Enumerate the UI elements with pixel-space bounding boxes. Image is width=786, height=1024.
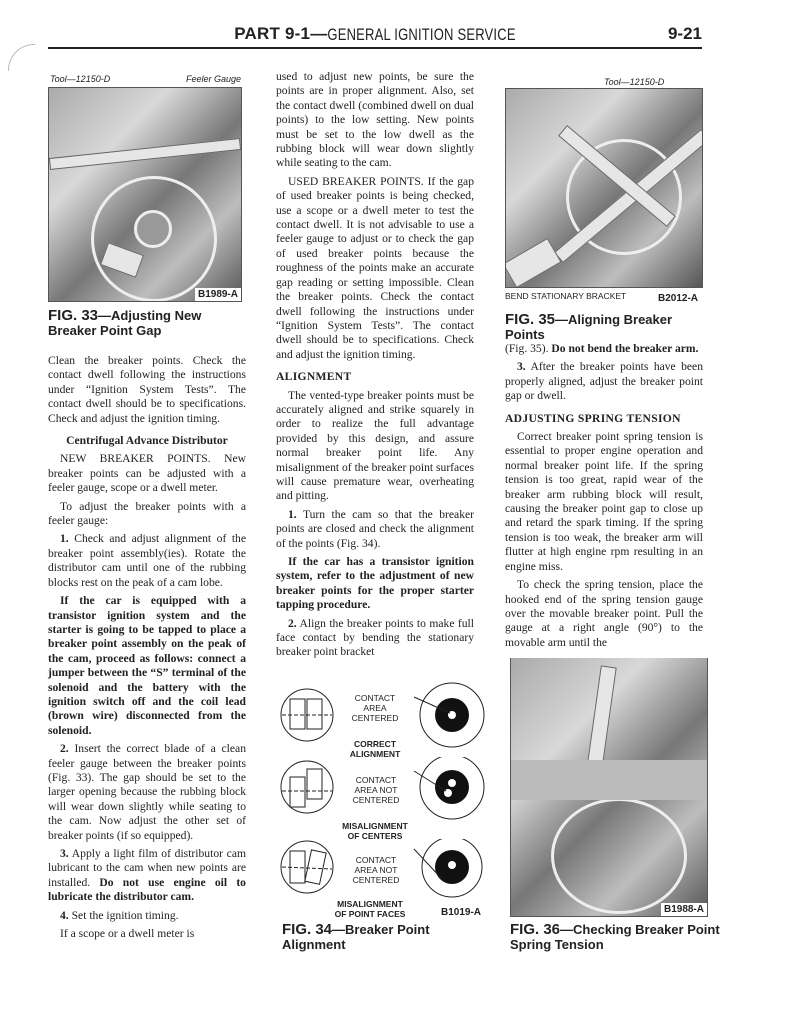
- heading-adjusting-spring-tension: ADJUSTING SPRING TENSION: [505, 411, 681, 425]
- row2-heading: [335, 821, 415, 841]
- fig35-number: FIG. 35: [505, 311, 556, 328]
- fig33-number: FIG. 33: [48, 307, 99, 324]
- diagram-label: CENTERED: [352, 795, 400, 805]
- fig34-code: B1019-A: [438, 906, 484, 919]
- col2-vented-points: The vented-type breaker points must be accurately aligned and strike squarely in order to realize the full advantage provided by this design, and assure normal breaker point life. Any misalignment of the breaker point surfaces will cause premature wear, overheating and pitting.: [276, 388, 474, 503]
- col1-step-2: [48, 742, 246, 843]
- fig33-photo: [48, 87, 242, 302]
- column-2: [276, 70, 474, 664]
- row2-text: [350, 775, 402, 805]
- col3-spring-tension: Correct breaker point spring tension is essential to proper engine operation and normal breaker point life. If the spring tension is too great, rapid wear of the breaker arm rubbing block will result, causing the breaker point gap to close up and retard the spark timing. If the spring tension is too weak, the breaker arm will flutter at high engine rpm resulting in an engine miss.: [505, 430, 703, 573]
- col1-step-3: [48, 847, 246, 905]
- step-text: Check and adjust alignment of the breaker point assembly(ies). Rotate the distributor cam until one of the rubbing blocks rest on the peak of a cam lobe.: [48, 532, 246, 589]
- fig35-code: B2012-A: [655, 292, 701, 305]
- step-text: After the breaker points have been properly aligned, adjust the breaker point gap or dwell.: [505, 360, 703, 403]
- diagram-heading: MISALIGNMENT: [342, 821, 408, 831]
- title-dash: —: [310, 24, 328, 43]
- running-title: [48, 24, 702, 44]
- heading-alignment: ALIGNMENT: [276, 370, 352, 384]
- heading-centrifugal-advance: Centrifugal Advance Distributor: [66, 434, 228, 448]
- diagram-label: CONTACT: [355, 775, 397, 785]
- col1-scope-continued: If a scope or a dwell meter is: [60, 927, 195, 941]
- diagram-heading: CORRECT: [353, 739, 397, 749]
- col3-check-spring: To check the spring tension, place the hooked end of the spring tension gauge over the movable breaker point. Pull the gauge at a right angle (90°) to the movable arm until the: [505, 578, 703, 649]
- diagram-heading: ALIGNMENT: [349, 749, 401, 759]
- col1-step-4: [48, 909, 246, 923]
- fig36-caption-text: —Checking Breaker Point Spring Tension: [510, 922, 720, 952]
- diagram-label: CONTACT: [355, 855, 397, 865]
- step-text: Align the breaker points to make full face contact by bending the stationary breaker point bracket: [276, 616, 474, 659]
- fig33-feeler-label: Feeler Gauge: [186, 74, 242, 84]
- step-number: 1.: [288, 507, 297, 521]
- diagram-label: AREA: [363, 703, 387, 713]
- col2-used-breaker-points: USED BREAKER POINTS. If the gap of used breaker points is being checked, use a scope or a dwell meter to test the contact dwell. It is not advisable to use a feeler gauge to adjust or to check the gap of used breaker points because the roughness of the points make an accurate gap reading or setting impossible. Clean the breaker points. Check the contact dwell following the instructions under “Ignition System Tests”. The contact dwell should be to specifications. Check and adjust the ignition timing.: [276, 174, 474, 361]
- col1-paragraph-clean: Clean the breaker points. Check the contact dwell following the instructions under “Ignition System Tests”. The contact dwell should be to specifications. Check and adjust the ignition timing.: [48, 354, 246, 425]
- row1-text: [350, 693, 400, 723]
- fig36-caption: [510, 922, 720, 952]
- diagram-heading: OF POINT FACES: [334, 909, 406, 919]
- header-rule: [48, 47, 702, 49]
- column-1: [48, 354, 246, 945]
- row1-heading: [340, 739, 410, 759]
- page-number-text: 9-21: [667, 24, 702, 43]
- fig33-code: B1989-A: [195, 288, 241, 301]
- fig35-caption: [505, 312, 715, 342]
- step-text: Set the ignition timing.: [68, 908, 179, 922]
- fig36-code: B1988-A: [661, 903, 707, 916]
- diagram-label: CENTERED: [351, 713, 399, 723]
- fig35-tool-label: Tool—12150-D: [604, 77, 665, 87]
- col3-fig35-ref: [505, 342, 703, 356]
- fig34-diagram: [280, 675, 490, 919]
- bend-warning: Do not bend the breaker arm.: [551, 342, 699, 355]
- fig35-bracket-label: BEND STATIONARY BRACKET: [505, 291, 627, 301]
- col2-new-points-continued: used to adjust new points, be sure the points are in proper alignment. Also, set the contact dwell (combined dwell on dual points) to the low setting. New points must be set to the low dwell as the rubbing block will wear down slightly while seating to the cam.: [276, 70, 474, 170]
- step-number: 1.: [60, 532, 69, 546]
- section-title: GENERAL IGNITION SERVICE: [327, 25, 516, 44]
- diagram-label: CONTACT: [354, 693, 396, 703]
- part-number: PART 9-1: [234, 24, 311, 43]
- col2-step-1: [276, 508, 474, 551]
- col2-transistor-warning: If the car has a transistor ignition system, refer to the adjustment of new breaker points for the proper starter tapping procedure.: [276, 555, 474, 612]
- fig34-caption: [282, 922, 472, 952]
- fig34-caption-text: —Breaker Point Alignment: [282, 922, 430, 952]
- step-number: 3.: [517, 360, 526, 374]
- step-text: Turn the cam so that the breaker points are closed and check the alignment of the points (Fig. 34).: [276, 507, 474, 550]
- step-text: Insert the correct blade of a clean feeler gauge between the breaker points (Fig. 33). The gap should be set to the larger opening because the rubbing block will wear down slightly while seating to the cam. Now adjust the other set of breaker points (if so equipped).: [48, 742, 246, 842]
- fig-ref-text: (Fig. 35).: [505, 342, 552, 355]
- fig35-caption-text: —Aligning Breaker Points: [505, 312, 673, 342]
- fig36-number: FIG. 36: [510, 921, 561, 938]
- fig33-caption: [48, 308, 248, 338]
- step-number: 4.: [60, 908, 69, 922]
- diagram-heading: MISALIGNMENT: [337, 899, 403, 909]
- col2-step-2: [276, 617, 474, 660]
- fig34-number: FIG. 34: [282, 921, 333, 938]
- diagram-label: AREA NOT: [354, 865, 398, 875]
- col1-feeler-intro: To adjust the breaker points with a feeler gauge:: [48, 499, 246, 528]
- row3-heading: [325, 899, 415, 919]
- diagram-label: CENTERED: [352, 875, 400, 885]
- col1-new-breaker-points: NEW BREAKER POINTS. New breaker points can be adjusted with a feeler gauge, scope or a dwell meter.: [48, 452, 246, 495]
- step-text: Apply a light film of distributor cam lubricant to the cam when new points are installed.: [48, 847, 246, 889]
- step-number: 2.: [288, 616, 297, 630]
- fig36-photo: [510, 658, 708, 917]
- oil-warning: Do not use engine oil to lubricate the distributor cam.: [48, 875, 246, 904]
- row3-text: [350, 855, 402, 885]
- page-number: [668, 24, 702, 44]
- col1-step-1: [48, 532, 246, 590]
- step-number: 2.: [60, 742, 69, 756]
- step-number: 3.: [60, 847, 69, 860]
- col3-step-3: [505, 360, 703, 403]
- diagram-heading: OF CENTERS: [347, 831, 403, 841]
- col1-transistor-warning: If the car is equipped with a transistor ignition system and the starter is going to be tapped to place a breaker point assembly on the peak of the cam, proceed as follows: connect a jumper between the “S” terminal of the solenoid and the battery with the ignition switch off and the coil lead (brown wire) disconnected from the solenoid.: [48, 594, 246, 737]
- page-corner-mark: [8, 44, 35, 71]
- fig33-caption-text: —Adjusting New Breaker Point Gap: [48, 308, 202, 338]
- diagram-label: AREA NOT: [354, 785, 398, 795]
- fig35-photo: [505, 88, 703, 288]
- fig33-tool-label: Tool—12150-D: [50, 74, 111, 84]
- page-header: [48, 22, 702, 48]
- column-3: [505, 342, 703, 654]
